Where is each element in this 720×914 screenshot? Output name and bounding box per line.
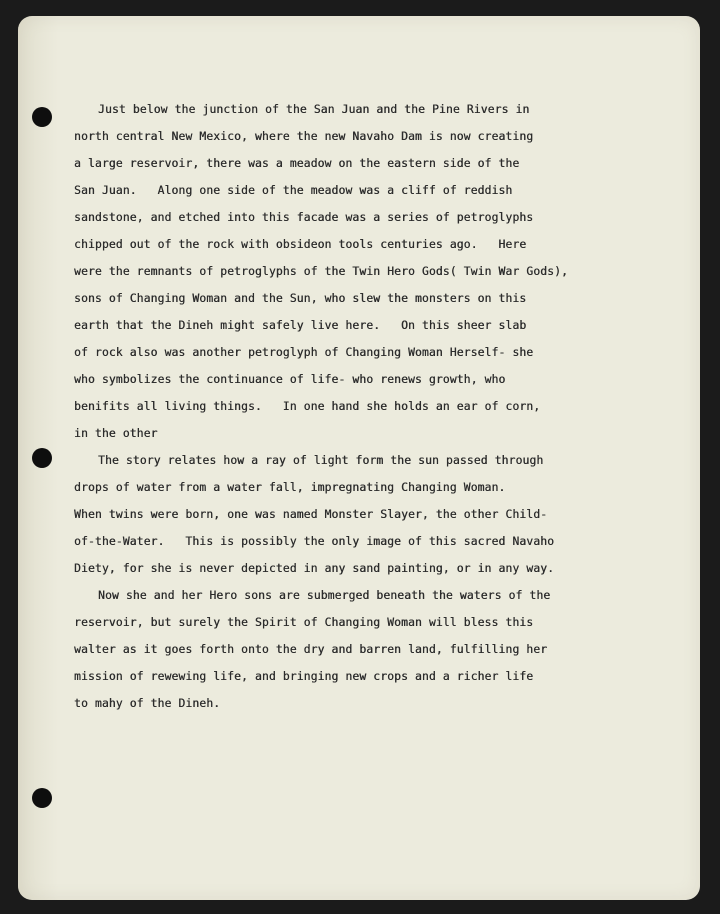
text-line: walter as it goes forth onto the dry and barren land, fulfilling her [74,642,548,656]
text-line: sons of Changing Woman and the Sun, who slew the monsters on this [74,291,527,305]
text-line: north central New Mexico, where the new Navaho Dam is now creating [74,129,534,143]
text-line: Now she and her Hero sons are submerged beneath the waters of the [98,588,551,602]
text-line: reservoir, but surely the Spirit of Changing Woman will bless this [74,615,534,629]
punch-hole [32,107,52,127]
typewritten-page [18,16,700,900]
body-text [74,96,694,717]
text-line: The story relates how a ray of light form the sun passed through [98,453,544,467]
text-line: a large reservoir, there was a meadow on the eastern side of the [74,156,520,170]
punch-hole [32,448,52,468]
text-line: mission of rewewing life, and bringing new crops and a richer life [74,669,534,683]
text-line: in the other [74,426,158,440]
text-line: Diety, for she is never depicted in any sand painting, or in any way. [74,561,555,575]
text-line: drops of water from a water fall, impregnating Changing Woman. [74,480,506,494]
text-line: sandstone, and etched into this facade was a series of petroglyphs [74,210,534,224]
text-line: Just below the junction of the San Juan and the Pine Rivers in [98,102,530,116]
text-line: When twins were born, one was named Monster Slayer, the other Child- [74,507,548,521]
punch-hole [32,788,52,808]
text-line: San Juan. Along one side of the meadow was a cliff of reddish [74,183,513,197]
text-line: benifits all living things. In one hand she holds an ear of corn, [74,399,541,413]
text-line: were the remnants of petroglyphs of the Twin Hero Gods( Twin War Gods), [74,264,568,278]
text-line: chipped out of the rock with obsideon tools centuries ago. Here [74,237,527,251]
text-line: of rock also was another petroglyph of Changing Woman Herself- she [74,345,534,359]
text-line: of-the-Water. This is possibly the only image of this sacred Navaho [74,534,555,548]
text-line: who symbolizes the continuance of life- who renews growth, who [74,372,506,386]
text-line: earth that the Dineh might safely live here. On this sheer slab [74,318,527,332]
text-line: to mahy of the Dineh. [74,696,221,710]
